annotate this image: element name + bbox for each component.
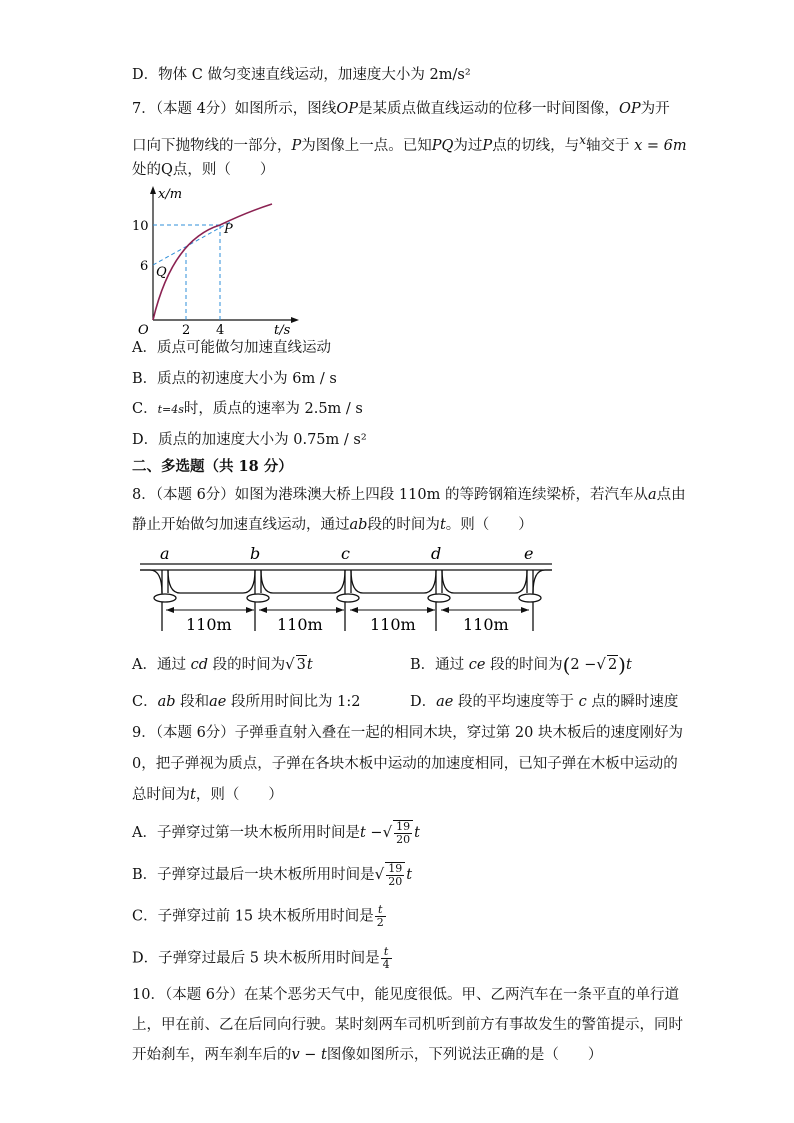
q9-option-a: A．子弹穿过第一块木板所用时间是t −√ $\frac{19}{20}$ t bbox=[132, 820, 420, 846]
q7-stem-line3: 处的Q点，则（ ） bbox=[132, 162, 275, 178]
x-tick-4: 4 bbox=[216, 323, 225, 335]
q8-stem-line1: 8．（本题 6分）如图为港珠澳大桥上四段 110m 的等跨钢箱连续梁桥，若汽车从a点由 bbox=[132, 487, 686, 503]
span-label-3: 110m bbox=[370, 615, 416, 634]
span-label-4: 110m bbox=[463, 615, 509, 634]
x-axis-label: t/s bbox=[274, 323, 291, 335]
q8-option-a: A．通过 cd 段的时间为√ 3t bbox=[132, 655, 313, 673]
q8-option-b: B．通过 ce 段的时间为(2 −√ 2)t bbox=[410, 653, 632, 677]
bridge-point-b: b bbox=[250, 544, 261, 563]
span-label-2: 110m bbox=[277, 615, 323, 634]
bridge-point-a: a bbox=[160, 544, 170, 563]
q9-option-d: D．子弹穿过最后 5 块木板所用时间是 $\frac{t}{4}$ bbox=[132, 945, 390, 971]
q9-stem-line1: 9．（本题 6分）子弹垂直射入叠在一起的相同木块，穿过第 20 块木板后的速度刚好为 bbox=[132, 725, 683, 741]
q10-stem-line3: 开始刹车，两车刹车后的v − t图像如图所示，下列说法正确的是（ ） bbox=[132, 1047, 603, 1063]
q9-option-b: B．子弹穿过最后一块木板所用时间是√ $\frac{19}{20}$ t bbox=[132, 862, 413, 888]
q7-stem-line2: 口向下抛物线的一部分，P为图像上一点。已知PQ为过P点的切线，与$^x$轴交于 x = 6m bbox=[132, 133, 687, 154]
q7-xt-graph bbox=[132, 180, 302, 335]
q9-stem-line3: 总时间为t，则（ ） bbox=[132, 787, 283, 803]
span-label-1: 110m bbox=[186, 615, 232, 634]
q7-option-c: C．t=4s时，质点的速率为 2.5m / s bbox=[132, 401, 363, 417]
point-q-label: Q bbox=[156, 265, 167, 280]
q7-option-d: D．质点的加速度大小为 0.75m / s² bbox=[132, 432, 367, 448]
q8-option-d: D．ae 段的平均速度等于 c 点的瞬时速度 bbox=[410, 694, 679, 710]
bridge-point-d: d bbox=[431, 544, 442, 563]
q10-stem-line1: 10．（本题 6分）在某个恶劣天气中，能见度很低。甲、乙两汽车在一条平直的单行道 bbox=[132, 987, 680, 1003]
bridge-point-e: e bbox=[524, 544, 534, 563]
q8-bridge-diagram bbox=[140, 543, 560, 635]
q10-stem-line2: 上，甲在前、乙在后同向行驶。某时刻两车司机听到前方有事故发生的警笛提示，同时 bbox=[132, 1017, 683, 1033]
q6-option-d: D．物体 C 做匀变速直线运动，加速度大小为 2m/s² bbox=[132, 67, 471, 83]
q9-stem-line2: 0，把子弹视为质点，子弹在各块木板中运动的加速度相同，已知子弹在木板中运动的 bbox=[132, 756, 678, 772]
bridge-point-c: c bbox=[341, 544, 350, 563]
q8-stem-line2: 静止开始做匀加速直线运动，通过ab段的时间为t。则（ ） bbox=[132, 517, 533, 533]
q7-stem-line1: 7．（本题 4分）如图所示，图线OP是某质点做直线运动的位移一时间图像，OP为开 bbox=[132, 101, 670, 117]
y-axis-label: x/m bbox=[158, 187, 183, 202]
q7-option-a: A．质点可能做匀加速直线运动 bbox=[132, 340, 331, 356]
origin-label: O bbox=[138, 323, 149, 335]
q8-option-c: C．ab 段和ae 段所用时间比为 1:2 bbox=[132, 694, 361, 710]
y-tick-6: 6 bbox=[140, 259, 149, 274]
section-multiple-choice-heading: 二、多选题（共 18 分） bbox=[132, 458, 293, 475]
q9-option-c: C．子弹穿过前 15 块木板所用时间是 $\frac{t}{2}$ bbox=[132, 903, 384, 929]
q7-option-b: B．质点的初速度大小为 6m / s bbox=[132, 371, 337, 387]
x-tick-2: 2 bbox=[182, 323, 191, 335]
point-p-label: P bbox=[224, 222, 233, 237]
y-tick-10: 10 bbox=[132, 219, 149, 234]
